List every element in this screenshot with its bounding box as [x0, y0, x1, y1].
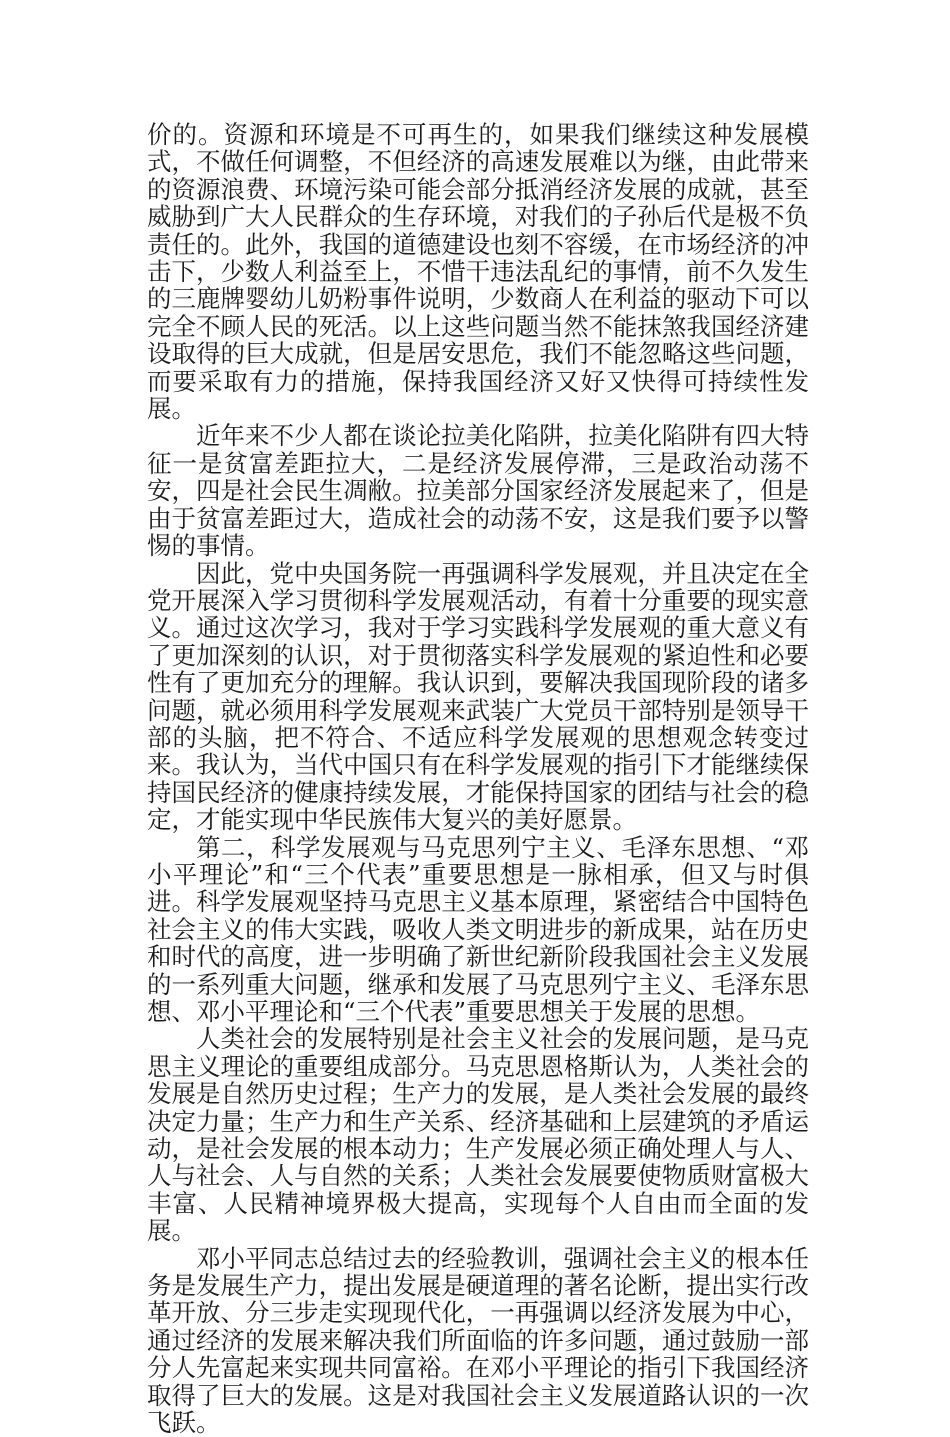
paragraph-6: 邓小平同志总结过去的经验教训，强调社会主义的根本任务是发展生产力，提出发展是硬道理的著名论断，提出实行改革开放、分三步走实现现代化，一再强调以经济发展为中心，通过经济的发展来解决我们所面临的许多问题，通过鼓励一部分人先富起来实现共同富裕。在邓小平理论的指引下我国经济取得了巨大的发展。这是对我国社会主义发展道路认识的一次飞跃。: [147, 1243, 809, 1437]
paragraph-1: 价的。资源和环境是不可再生的，如果我们继续这种发展模式，不做任何调整，不但经济的高速发展难以为继，由此带来的资源浪费、环境污染可能会部分抵消经济发展的成就，甚至威胁到广大人民群众的生存环境，对我们的子孙后代是极不负责任的。此外，我国的道德建设也刻不容缓，在市场经济的冲击下，少数人利益至上，不惜干违法乱纪的事情，前不久发生的三鹿牌婴幼儿奶粉事件说明，少数商人在利益的驱动下可以完全不顾人民的死活。以上这些问题当然不能抹煞我国经济建设取得的巨大成就，但是居安思危，我们不能忽略这些问题，而要采取有力的措施，保持我国经济又好又快得可持续性发展。: [147, 120, 809, 424]
paragraph-2: 近年来不少人都在谈论拉美化陷阱，拉美化陷阱有四大特征一是贫富差距拉大，二是经济发展停滞，三是政治动荡不安，四是社会民生凋敝。拉美部分国家经济发展起来了，但是由于贫富差距过大，造成社会的动荡不安，这是我们要予以警惕的事情。: [147, 421, 809, 561]
paragraph-3: 因此，党中央国务院一再强调科学发展观，并且决定在全党开展深入学习贯彻科学发展观活动，有着十分重要的现实意义。通过这次学习，我对于学习实践科学发展观的重大意义有了更加深刻的认识，对于贯彻落实科学发展观的紧迫性和必要性有了更加充分的理解。我认识到，要解决我国现阶段的诸多问题，就必须用科学发展观来武装广大党员干部特别是领导干部的头脑，把不符合、不适应科学发展观的思想观念转变过来。我认为，当代中国只有在科学发展观的指引下才能继续保持国民经济的健康持续发展，才能保持国家的团结与社会的稳定，才能实现中华民族伟大复兴的美好愿景。: [147, 558, 809, 835]
document-body: [147, 121, 809, 1437]
paragraph-4: 第二，科学发展观与马克思列宁主义、毛泽东思想、“邓小平理论”和“三个代表”重要思想是一脉相承，但又与时俱进。科学发展观坚持马克思主义基本原理，紧密结合中国特色社会主义的伟大实践，吸收人类文明进步的新成果，站在历史和时代的高度，进一步明确了新世纪新阶段我国社会主义发展的一系列重大问题，继承和发展了马克思列宁主义、毛泽东思想、邓小平理论和“三个代表”重要思想关于发展的思想。: [147, 832, 809, 1026]
paragraph-5: 人类社会的发展特别是社会主义社会的发展问题，是马克思主义理论的重要组成部分。马克思恩格斯认为，人类社会的发展是自然历史过程；生产力的发展，是人类社会发展的最终决定力量；生产力和生产关系、经济基础和上层建筑的矛盾运动，是社会发展的根本动力；生产发展必须正确处理人与人、人与社会、人与自然的关系；人类社会发展要使物质财富极大丰富、人民精神境界极大提高，实现每个人自由而全面的发展。: [147, 1024, 809, 1246]
